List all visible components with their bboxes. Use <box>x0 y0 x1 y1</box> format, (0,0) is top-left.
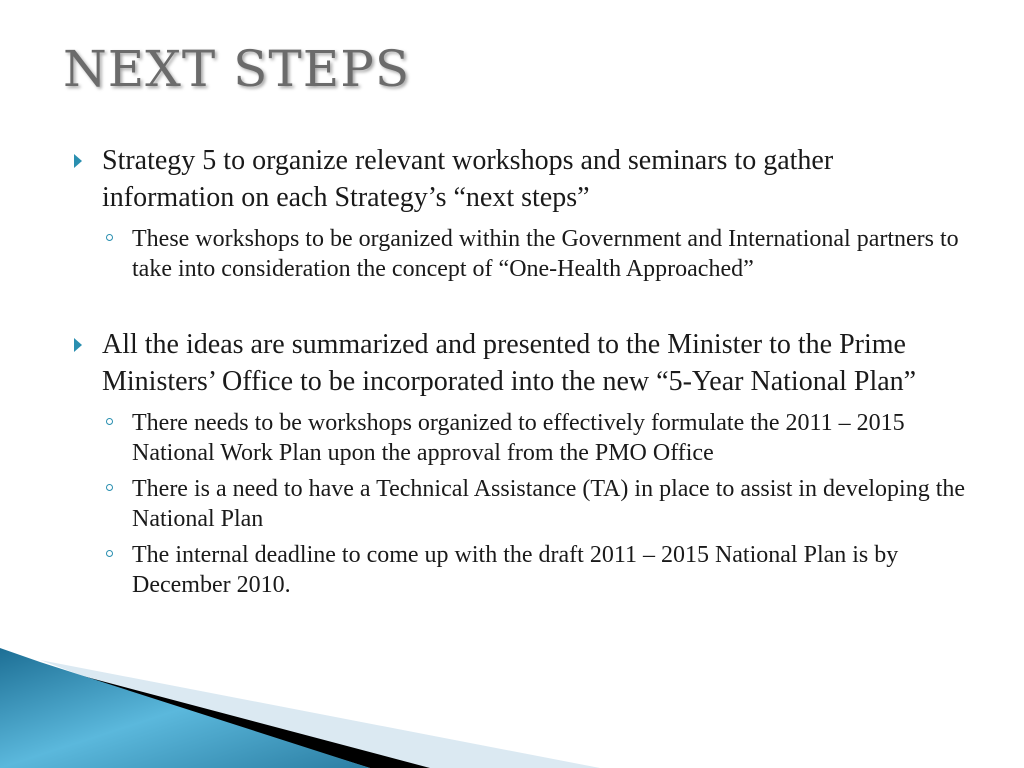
bullet-item <box>72 326 972 400</box>
sub-bullet-text: These workshops to be organized within the Government and International partners to take into consideration the concept of “One-Health Approached” <box>132 226 959 282</box>
triangle-right-icon <box>74 338 82 352</box>
triangle-right-icon <box>74 154 82 168</box>
sub-bullet-text: There is a need to have a Technical Assistance (TA) in place to assist in developing the National Plan <box>132 476 966 532</box>
hollow-circle-icon <box>106 550 113 557</box>
black-swoosh <box>30 662 430 768</box>
sub-bullet-item <box>72 540 972 600</box>
sub-bullet-item <box>72 224 972 284</box>
sub-bullet-item <box>72 474 972 534</box>
hollow-circle-icon <box>106 418 113 425</box>
bullet-text: Strategy 5 to organize relevant workshops and seminars to gather information on each Strategy’s “next steps” <box>102 145 834 213</box>
sub-bullet-text: The internal deadline to come up with the draft 2011 – 2015 National Plan is by December 2010. <box>132 542 899 598</box>
sub-bullet-item <box>72 408 972 468</box>
slide-content <box>72 142 972 600</box>
bullet-text: All the ideas are summarized and presented to the Minister to the Prime Ministers’ Office to be incorporated into the new “5-Year National Plan” <box>102 329 917 397</box>
light-swoosh <box>40 660 600 768</box>
bullet-item <box>72 142 972 216</box>
sub-bullet-text: There needs to be workshops organized to effectively formulate the 2011 – 2015 National Work Plan upon the approval from the PMO Office <box>132 410 905 466</box>
blue-swoosh <box>0 648 370 768</box>
hollow-circle-icon <box>106 234 113 241</box>
slide-title: NEXT STEPS <box>63 40 411 98</box>
hollow-circle-icon <box>106 484 113 491</box>
